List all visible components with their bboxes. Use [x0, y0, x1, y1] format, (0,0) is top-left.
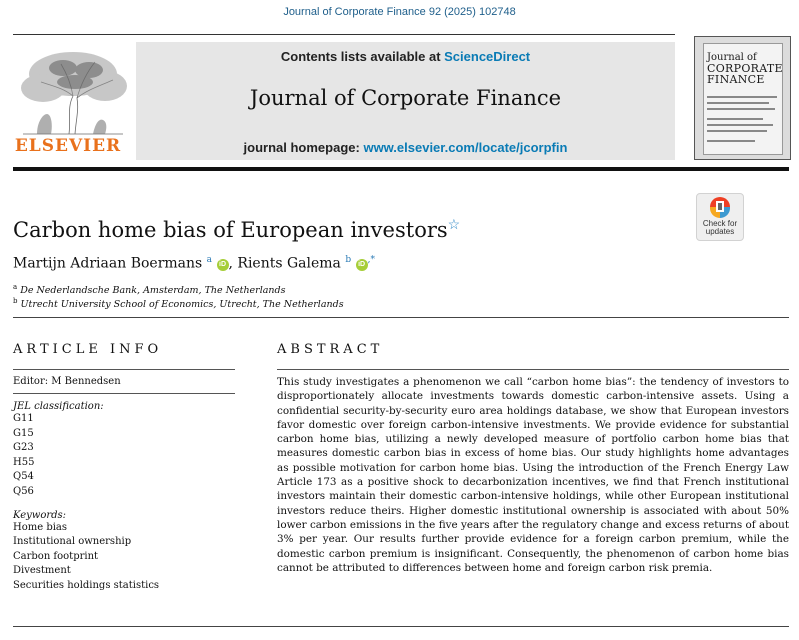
header-top-rule	[13, 34, 675, 35]
cover-line	[707, 108, 775, 110]
sciencedirect-link[interactable]: ScienceDirect	[444, 49, 531, 64]
author-affiliation-marker[interactable]: a	[206, 255, 213, 265]
elsevier-wordmark: ELSEVIER	[14, 136, 122, 156]
elsevier-tree-icon	[13, 48, 131, 136]
abstract-body: This study investigates a phenomenon we call “carbon home bias”: the tendency of investors to disproportionately allocate investments towards domestic carbon-intensive assets. Using a confidential security-by-security euro area holdings database, we show that European investors favor domestic over foreign carbon-intensive investments. We provide evidence for substantial carbon home bias, utilizing a newly developed measure of portfolio carbon home bias that measures domestic carbon bias in excess of home bias. Our study highlights home advantages as possible motivation for carbon home bias. Using the introduction of the French Energy Law Article 173 as a positive shock to decarbonization incentives, we find that French institutional investors maintain their domestic carbon-intensive holdings, while other European institutional investors reduce theirs. Higher domestic institutional ownership is associated with about 50% lower carbon emissions in the five years after the regulatory change and excess returns of about 3% per year. Our results further provide evidence for a foreign carbon premium, while the domestic carbon premium is insignificant. Consequently, the phenomenon of carbon home bias cannot be attributed to differences between home and foreign carbon risk premia.	[277, 376, 789, 574]
header-bottom-rule	[13, 167, 789, 171]
article-title	[13, 217, 460, 242]
orcid-icon[interactable]: iD	[356, 259, 368, 271]
orcid-icon[interactable]: iD	[217, 259, 229, 271]
cover-title-line2: CORPORATE	[707, 62, 783, 75]
keyword: Securities holdings statistics	[13, 579, 160, 591]
journal-homepage-link[interactable]: www.elsevier.com/locate/jcorpfin	[363, 140, 568, 155]
abstract-bottom-rule	[13, 626, 789, 627]
author-separator: ,	[228, 255, 238, 272]
crossmark-icon	[697, 194, 743, 220]
crossmark-line2: updates	[705, 227, 735, 236]
spacer	[13, 500, 235, 507]
contents-prefix: Contents lists available at	[280, 49, 445, 64]
jel-label: JEL classification:	[13, 401, 104, 412]
affiliation-a	[13, 283, 286, 296]
section-divider	[13, 317, 789, 318]
crossmark-line1: Check for	[702, 219, 738, 228]
article-title-text: Carbon home bias of European investors	[13, 218, 448, 242]
jel-code: G23	[13, 442, 34, 454]
article-info-panel	[13, 376, 235, 594]
journal-banner	[136, 42, 675, 160]
article-info-heading: ARTICLE INFO	[13, 342, 163, 357]
abstract-rule	[277, 369, 789, 370]
keyword: Institutional ownership	[13, 536, 132, 548]
cover-title-line1: Journal of	[707, 52, 757, 63]
cover-title	[707, 52, 783, 86]
affiliation-text: Utrecht University School of Economics, Utrecht, The Netherlands	[20, 299, 344, 311]
keyword: Home bias	[13, 521, 68, 533]
cover-line	[707, 130, 767, 132]
cover-line	[707, 124, 773, 126]
cover-page	[703, 43, 783, 155]
cover-line	[707, 140, 755, 142]
keyword: Carbon footprint	[13, 550, 99, 562]
author-name[interactable]: Martijn Adriaan Boermans	[13, 255, 203, 272]
jel-code: Q56	[13, 485, 34, 497]
homepage-prefix: journal homepage:	[243, 140, 364, 155]
article-info-rule	[13, 369, 235, 370]
title-footnote-star-icon[interactable]: ☆	[447, 217, 461, 233]
jel-code: G15	[13, 427, 34, 439]
author-name[interactable]: Rients Galema	[237, 255, 341, 272]
jel-code: G11	[13, 413, 34, 424]
cover-line	[707, 96, 777, 98]
check-for-updates-badge[interactable]	[696, 193, 744, 241]
author-affiliation-marker[interactable]: b	[345, 255, 352, 265]
cover-title-line3: FINANCE	[707, 73, 765, 86]
cover-line	[707, 102, 769, 104]
affiliation-marker: a	[13, 283, 18, 291]
journal-cover-thumbnail[interactable]	[694, 36, 791, 160]
editor-line: Editor: M Bennedsen	[13, 376, 121, 387]
keyword: Divestment	[13, 565, 71, 577]
contents-line	[136, 49, 675, 64]
affiliation-text: De Nederlandsche Bank, Amsterdam, The Netherlands	[20, 285, 286, 297]
editor-rule	[13, 393, 235, 394]
crossmark-label	[697, 220, 743, 236]
jel-code: H55	[13, 456, 35, 468]
abstract-heading: ABSTRACT	[277, 342, 384, 357]
keywords-label: Keywords:	[13, 509, 67, 521]
journal-citation[interactable]	[0, 6, 799, 18]
homepage-line	[136, 140, 675, 155]
affiliation-marker: b	[13, 297, 18, 305]
cover-line	[707, 118, 763, 120]
journal-title: Journal of Corporate Finance	[249, 86, 562, 110]
corresponding-author-marker[interactable]: ,*	[367, 255, 375, 265]
author-list	[13, 255, 375, 272]
citation-link[interactable]: Journal of Corporate Finance 92 (2025) 102748	[283, 6, 516, 18]
jel-code: Q54	[13, 471, 34, 483]
affiliation-b	[13, 297, 344, 310]
